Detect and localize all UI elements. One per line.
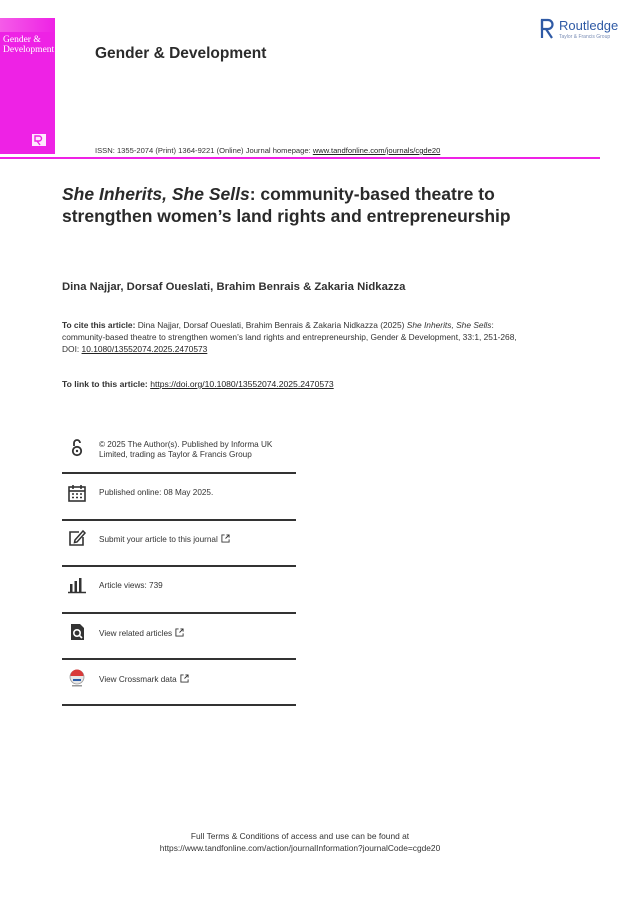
search-document-icon: [67, 622, 87, 642]
article-link-line: [62, 379, 334, 389]
citation-doi-link[interactable]: 10.1080/13552074.2025.2470573: [81, 344, 208, 354]
issn-text: ISSN: 1355-2074 (Print) 1364-9221 (Online) Journal homepage:: [95, 146, 313, 155]
publisher-name: Routledge: [559, 18, 618, 33]
article-views-row: [62, 575, 296, 599]
submit-article-row[interactable]: [62, 528, 296, 552]
info-divider: [62, 612, 296, 614]
citation-label: To cite this article:: [62, 320, 136, 330]
footer-terms-link[interactable]: https://www.tandfonline.com/action/journalInformation?journalCode=cgde20: [159, 843, 441, 853]
header-divider: [0, 157, 600, 159]
citation-title-italic: She Inherits, She Sells: [406, 320, 492, 330]
crossmark-row[interactable]: [62, 668, 296, 692]
crossmark-link[interactable]: [99, 674, 299, 685]
info-divider: [62, 519, 296, 521]
published-date-text: Published online: 08 May 2025.: [99, 488, 214, 497]
edit-icon: [67, 528, 87, 548]
external-link-icon: [221, 534, 230, 543]
article-title-rest: : community-based theatre to strengthen women’s land rights and entrepreneurship: [62, 184, 511, 226]
external-link-icon: [180, 674, 189, 683]
article-doi-link[interactable]: https://doi.org/10.1080/13552074.2025.2470573: [150, 379, 334, 389]
routledge-logo-icon: [539, 18, 555, 40]
related-articles-link[interactable]: [99, 628, 299, 639]
info-divider: [62, 658, 296, 660]
article-title: [62, 183, 532, 227]
calendar-icon: [67, 483, 87, 503]
cover-publisher-logo-icon: [32, 134, 46, 146]
open-access-row: [62, 438, 296, 474]
article-views-text: Article views: 739: [99, 581, 163, 590]
license-text: © 2025 The Author(s). Published by Informa UK Limited, trading as Taylor & Francis Group: [99, 440, 273, 459]
published-date-row: [62, 483, 296, 507]
article-authors: Dina Najjar, Dorsaf Oueslati, Brahim Benrais & Zakaria Nidkazza: [62, 281, 406, 293]
info-divider: [62, 565, 296, 567]
journal-homepage-link[interactable]: www.tandfonline.com/journals/cgde20: [312, 146, 441, 155]
citation-text-2: : community-based theatre to strengthen women’s land rights and entrepreneurship, Gender & Development, 33:1, 251-268, DOI:: [62, 320, 517, 354]
footer-terms-line: Full Terms & Conditions of access and use can be found at: [190, 831, 410, 841]
external-link-icon: [175, 628, 184, 637]
article-title-italic: She Inherits, She Sells: [62, 184, 250, 204]
info-divider: [62, 704, 296, 706]
submit-article-link[interactable]: [99, 534, 299, 545]
publisher-logo: [539, 18, 618, 48]
crossmark-icon: [67, 668, 87, 688]
open-access-icon: [67, 438, 87, 458]
related-articles-label: View related articles: [99, 629, 173, 638]
info-divider: [62, 472, 296, 474]
article-link-label: To link to this article:: [62, 379, 151, 389]
cover-title-line1: Gender &: [3, 35, 41, 45]
crossmark-label: View Crossmark data: [99, 675, 177, 684]
issn-line: [95, 146, 440, 155]
cover-title-line2: Development: [3, 45, 55, 55]
journal-cover[interactable]: [0, 18, 55, 154]
related-articles-row[interactable]: [62, 622, 296, 646]
cover-title: [3, 35, 54, 55]
citation-block: [62, 319, 532, 355]
publisher-subtitle: Taylor & Francis Group: [559, 34, 611, 40]
journal-title: Gender & Development: [95, 45, 267, 62]
citation-text-1: Dina Najjar, Dorsaf Oueslati, Brahim Benrais & Zakaria Nidkazza (2025): [135, 320, 407, 330]
submit-article-label: Submit your article to this journal: [99, 535, 218, 544]
cover-header-band: [0, 18, 55, 32]
bar-chart-icon: [67, 575, 87, 595]
